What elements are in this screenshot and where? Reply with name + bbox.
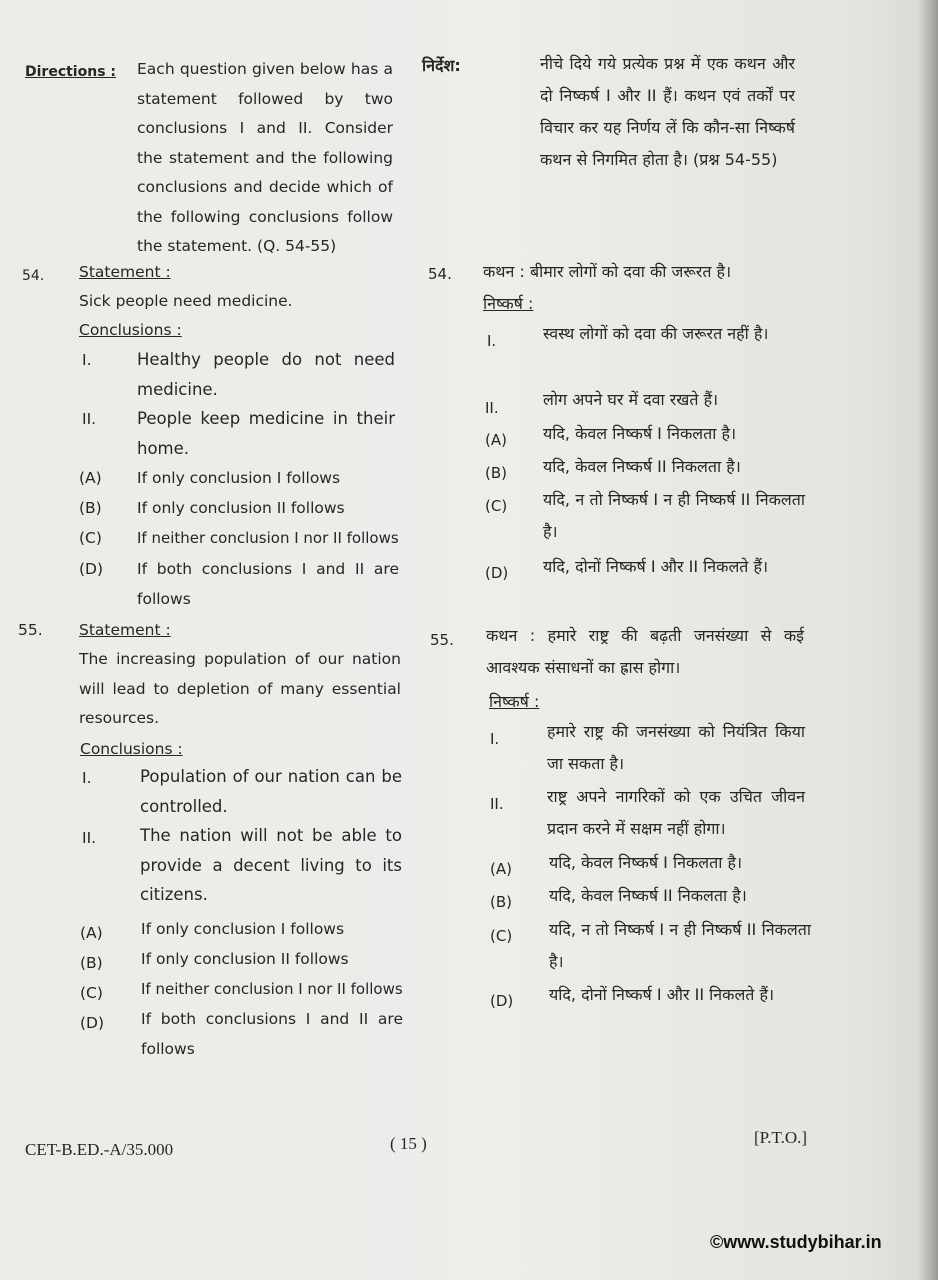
option-text-hindi: यदि, केवल निष्कर्ष I निकलता है। [549,853,743,872]
question-number-54-hindi: 54. [428,265,452,283]
option-label: (A) [80,924,103,942]
option-label: (D) [485,564,509,582]
option-label: (C) [490,927,513,945]
conclusion-2-number: II. [485,399,499,417]
statement-text-hindi: कथन : हमारे राष्ट्र की बढ़ती जनसंख्या से कई आवश्यक संसाधनों का ह्रास होगा। [486,626,804,677]
option-label: (B) [79,499,102,517]
option-text: If both conclusions I and II are follows [141,1010,403,1058]
option-text: If neither conclusion I nor II follows [137,529,399,547]
exam-code: CET-B.ED.-A/35.000 [25,1140,174,1159]
conclusion-2-number: II. [82,829,97,847]
option-text-hindi: यदि, केवल निष्कर्ष II निकलता है। [543,457,741,476]
option-label: (A) [490,860,512,878]
conclusion-2-text-hindi: राष्ट्र अपने नागरिकों को एक उचित जीवन प्रदान करने में सक्षम नहीं होगा। [547,787,805,838]
page-number: ( 15 ) [390,1134,427,1153]
conclusion-1-number: I. [490,730,500,748]
option-label: (B) [80,954,103,972]
conclusion-2-number: II. [490,795,504,813]
option-text: If both conclusions I and II are follows [137,560,399,608]
statement-label: Statement : [79,263,171,281]
conclusion-2-text: People keep medicine in their home. [137,409,395,458]
directions-text: Each question given below has a statement followed by two conclusions I and II. Consider the statement and the following conclusions and decide which of the following conclusions follow the statement. (Q. 54-55) [137,60,393,255]
option-label: (D) [490,992,514,1010]
option-text: If neither conclusion I nor II follows [141,980,403,998]
page-edge-shadow [918,0,938,1280]
option-text: If only conclusion II follows [141,950,349,968]
option-text: If only conclusion II follows [137,499,345,517]
conclusion-1-number: I. [82,769,92,787]
watermark: ©www.studybihar.in [710,1232,882,1252]
conclusions-label: Conclusions : [79,321,182,339]
statement-text: Sick people need medicine. [79,292,293,310]
question-number-55: 55. [18,621,43,639]
pto-label: [P.T.O.] [754,1128,808,1147]
option-label: (A) [79,469,102,487]
statement-label: Statement : [79,621,171,639]
conclusion-2-text-hindi: लोग अपने घर में दवा रखते हैं। [543,390,719,409]
conclusion-1-text: Healthy people do not need medicine. [137,350,395,399]
option-label: (C) [79,529,102,547]
option-label: (B) [485,464,507,482]
option-label: (D) [80,1014,105,1032]
conclusions-label-hindi: निष्कर्ष : [483,294,534,313]
directions-text-hindi: नीचे दिये गये प्रत्येक प्रश्न में एक कथन और दो निष्कर्ष I और II हैं। कथन एवं तर्कों पर विचार कर यह निर्णय लें कि कौन-सा निष्कर्ष कथन से निगमित होता है। (प्रश्न 54-55) [540,54,795,169]
conclusion-1-number: I. [82,351,92,369]
option-text-hindi: यदि, दोनों निष्कर्ष I और II निकलते हैं। [549,985,775,1004]
conclusion-1-number: I. [487,332,497,350]
statement-text: The increasing population of our nation will lead to depletion of many essential resources. [79,650,401,727]
conclusion-1-text-hindi: स्वस्थ लोगों को दवा की जरूरत नहीं है। [543,324,769,343]
conclusion-1-text: Population of our nation can be controlled. [140,767,402,816]
directions-label-hindi: निर्देश: [422,56,461,75]
option-text-hindi: यदि, केवल निष्कर्ष II निकलता है। [549,886,747,905]
question-number-54: 54. [22,268,45,284]
option-text-hindi: यदि, न तो निष्कर्ष I न ही निष्कर्ष II निकलता है। [549,920,811,971]
option-text: If only conclusion I follows [137,469,341,487]
option-text-hindi: यदि, केवल निष्कर्ष I निकलता है। [543,424,737,443]
option-label: (A) [485,431,507,449]
option-label: (C) [80,984,103,1002]
conclusion-1-text-hindi: हमारे राष्ट्र की जनसंख्या को नियंत्रित किया जा सकता है। [547,722,805,773]
statement-text-hindi: कथन : बीमार लोगों को दवा की जरूरत है। [483,262,732,281]
option-text: If only conclusion I follows [141,920,345,938]
option-text-hindi: यदि, न तो निष्कर्ष I न ही निष्कर्ष II निकलता है। [543,490,805,541]
directions-label: Directions : [25,64,116,80]
conclusions-label: Conclusions : [80,740,183,758]
option-label: (D) [79,560,104,578]
option-label: (C) [485,497,508,515]
option-label: (B) [490,893,512,911]
conclusion-2-text: The nation will not be able to provide a decent living to its citizens. [140,826,402,904]
option-text-hindi: यदि, दोनों निष्कर्ष I और II निकलते हैं। [543,557,769,576]
conclusion-2-number: II. [82,410,97,428]
conclusions-label-hindi: निष्कर्ष : [489,692,540,711]
question-number-55-hindi: 55. [430,631,454,649]
